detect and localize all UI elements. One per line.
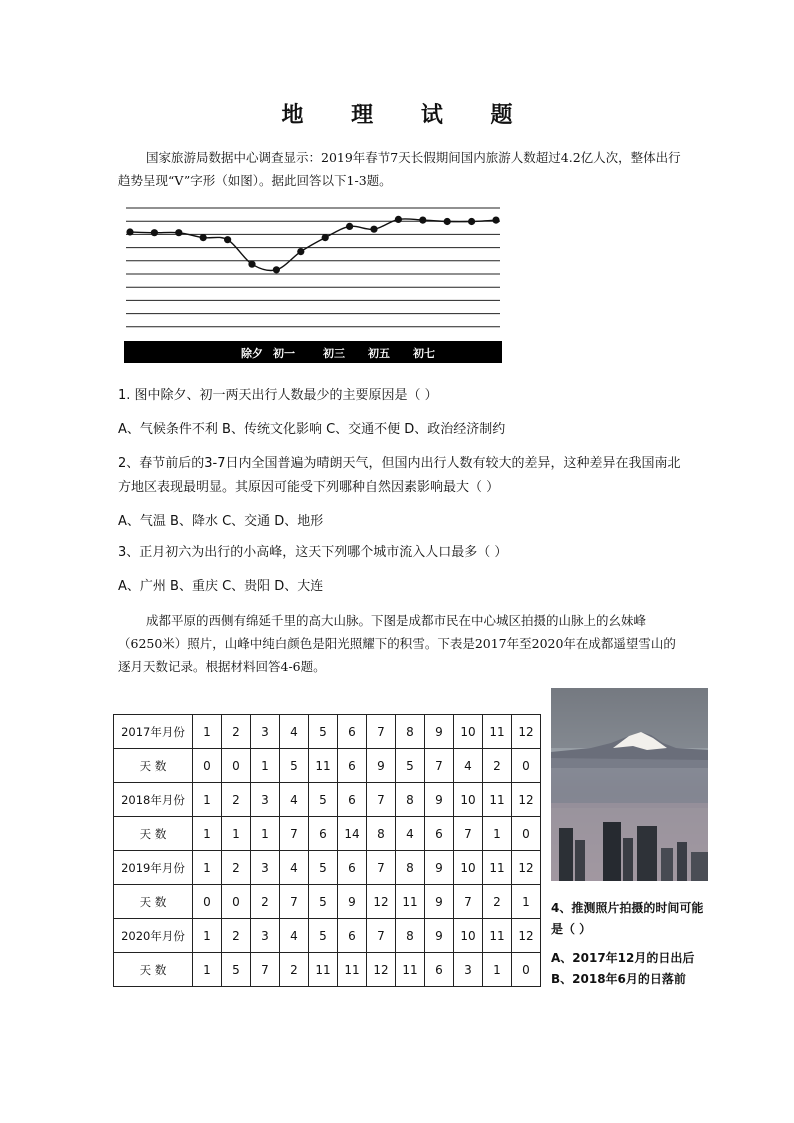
table-cell: 2 (483, 885, 512, 919)
table-row (114, 953, 541, 987)
question-stem: 1. 图中除夕、初一两天出行人数最少的主要原因是（ ） (118, 388, 438, 403)
table-cell: 1 (193, 851, 222, 885)
table-cell: 7 (367, 715, 396, 749)
table-row (114, 851, 541, 885)
data-point (297, 248, 304, 255)
travel-trend-chart (122, 200, 504, 366)
table-cell: 11 (338, 953, 367, 987)
table-cell: 1 (193, 953, 222, 987)
table-cell: 7 (454, 817, 483, 851)
table-cell: 0 (512, 953, 541, 987)
table-cell: 9 (425, 919, 454, 953)
x-tick-label: 除夕 (241, 347, 263, 360)
table-cell: 10 (454, 851, 483, 885)
data-point (175, 229, 182, 236)
row-label: 天 数 (114, 817, 193, 851)
table-cell: 2 (483, 749, 512, 783)
table-cell: 11 (309, 953, 338, 987)
table-cell: 0 (193, 749, 222, 783)
table-cell: 2 (280, 953, 309, 987)
table-cell: 11 (396, 885, 425, 919)
table-cell: 9 (425, 885, 454, 919)
question-1 (118, 384, 688, 442)
table-cell: 1 (193, 817, 222, 851)
question-stem: 2、春节前后的3-7日内全国普遍为晴朗天气，但国内出行人数有较大的差异，这种差异在我国南北方地区表现最明显。其原因可能受下列哪种自然因素影响最大（ ） (118, 456, 681, 495)
question-options: A、2017年12月的日出后 B、2018年6月的日落前 (551, 951, 695, 986)
table-cell: 4 (396, 817, 425, 851)
table-cell: 8 (396, 851, 425, 885)
x-tick-label: 初三 (323, 347, 345, 360)
table-cell: 7 (367, 919, 396, 953)
table-row (114, 817, 541, 851)
question-options: A、气候条件不利 B、传统文化影响 C、交通不便 D、政治经济制约 (118, 422, 506, 437)
table-cell: 2 (222, 919, 251, 953)
table-cell: 4 (280, 715, 309, 749)
question-3 (118, 541, 688, 599)
table-cell: 6 (338, 783, 367, 817)
axis-label-bar (124, 341, 502, 363)
table-cell: 10 (454, 715, 483, 749)
table-cell: 9 (425, 851, 454, 885)
row-label: 天 数 (114, 885, 193, 919)
data-point (126, 228, 133, 235)
table-cell: 1 (222, 817, 251, 851)
data-point (492, 217, 499, 224)
table-row (114, 885, 541, 919)
table-cell: 7 (367, 783, 396, 817)
data-point (346, 223, 353, 230)
table-cell: 6 (338, 715, 367, 749)
table-cell: 3 (251, 851, 280, 885)
row-label: 2019年月份 (114, 851, 193, 885)
question-options: A、气温 B、降水 C、交通 D、地形 (118, 514, 324, 529)
x-tick-label: 初七 (413, 347, 435, 360)
series-line (130, 219, 496, 271)
data-point (444, 218, 451, 225)
table-cell: 1 (512, 885, 541, 919)
table-cell: 10 (454, 783, 483, 817)
table-cell: 7 (367, 851, 396, 885)
table-cell: 5 (309, 919, 338, 953)
table-cell: 3 (251, 783, 280, 817)
table-cell: 5 (280, 749, 309, 783)
mountain-photo (551, 688, 708, 881)
table-cell: 6 (338, 851, 367, 885)
table-cell: 11 (396, 953, 425, 987)
data-point (151, 229, 158, 236)
table-cell: 6 (338, 749, 367, 783)
data-point (273, 266, 280, 273)
table-cell: 1 (251, 749, 280, 783)
table-row (114, 715, 541, 749)
table-cell: 0 (222, 885, 251, 919)
row-label: 2018年月份 (114, 783, 193, 817)
row-label: 2017年月份 (114, 715, 193, 749)
question-options: A、广州 B、重庆 C、贵阳 D、大连 (118, 579, 324, 594)
table-cell: 8 (396, 715, 425, 749)
title-char: 理 (351, 102, 374, 128)
question-stem: 3、正月初六为出行的小高峰，这天下列哪个城市流入人口最多（ ） (118, 545, 508, 560)
title-char: 地 (281, 102, 304, 128)
data-point (248, 261, 255, 268)
intro-text: 国家旅游局数据中心调查显示：2019年春节7天长假期间国内旅游人数超过4.2亿人次，整体出行趋势呈现“V”字形（如图）。据此回答以下1-3题。 (118, 150, 681, 188)
data-point (200, 234, 207, 241)
title-char: 试 (420, 102, 443, 128)
table-row (114, 749, 541, 783)
table-cell: 12 (512, 715, 541, 749)
table-row (114, 919, 541, 953)
table-cell: 11 (309, 749, 338, 783)
table-cell: 0 (512, 817, 541, 851)
table-cell: 5 (309, 783, 338, 817)
table-cell: 2 (222, 783, 251, 817)
table-cell: 6 (309, 817, 338, 851)
table-cell: 1 (483, 817, 512, 851)
table-cell: 4 (454, 749, 483, 783)
snow-mountain-days-table (113, 714, 541, 987)
table-cell: 6 (425, 953, 454, 987)
data-point (419, 217, 426, 224)
question-2 (118, 452, 688, 534)
table-cell: 1 (483, 953, 512, 987)
data-point (322, 234, 329, 241)
table-cell: 3 (251, 919, 280, 953)
table-cell: 9 (367, 749, 396, 783)
question-stem: 4、推测照片拍摄的时间可能是（ ） (551, 901, 704, 936)
table-cell: 0 (193, 885, 222, 919)
table-cell: 2 (222, 715, 251, 749)
table-cell: 11 (483, 783, 512, 817)
table-cell: 2 (222, 851, 251, 885)
table-cell: 4 (280, 919, 309, 953)
table-cell: 9 (338, 885, 367, 919)
table-cell: 2 (251, 885, 280, 919)
table-cell: 10 (454, 919, 483, 953)
table-cell: 3 (454, 953, 483, 987)
table-cell: 1 (251, 817, 280, 851)
table-cell: 12 (512, 851, 541, 885)
table-cell: 9 (425, 715, 454, 749)
table-cell: 12 (512, 919, 541, 953)
table-cell: 4 (280, 783, 309, 817)
table-cell: 5 (309, 715, 338, 749)
data-point (370, 226, 377, 233)
table-cell: 12 (367, 953, 396, 987)
table-cell: 0 (512, 749, 541, 783)
table-cell: 7 (454, 885, 483, 919)
table-cell: 5 (309, 851, 338, 885)
table-cell: 5 (396, 749, 425, 783)
table-cell: 4 (280, 851, 309, 885)
table-cell: 1 (193, 715, 222, 749)
table-cell: 1 (193, 919, 222, 953)
table-cell: 11 (483, 715, 512, 749)
data-point (468, 218, 475, 225)
data-point (395, 216, 402, 223)
table-cell: 11 (483, 919, 512, 953)
table-cell: 6 (425, 817, 454, 851)
row-label: 天 数 (114, 749, 193, 783)
table-cell: 5 (309, 885, 338, 919)
row-label: 2020年月份 (114, 919, 193, 953)
table-cell: 14 (338, 817, 367, 851)
table-cell: 0 (222, 749, 251, 783)
table-cell: 5 (222, 953, 251, 987)
table-cell: 7 (280, 885, 309, 919)
x-tick-label: 初五 (368, 347, 390, 360)
title-char: 题 (490, 102, 513, 128)
table-cell: 8 (396, 783, 425, 817)
data-point (224, 236, 231, 243)
question-4 (551, 898, 711, 990)
table-cell: 1 (193, 783, 222, 817)
table-cell: 12 (512, 783, 541, 817)
page-title (0, 98, 794, 129)
table-cell: 3 (251, 715, 280, 749)
table-cell: 6 (338, 919, 367, 953)
table-cell: 7 (251, 953, 280, 987)
x-tick-label: 初一 (273, 347, 295, 360)
table-cell: 11 (483, 851, 512, 885)
intro-text: 成都平原的西侧有绵延千里的高大山脉。下图是成都市民在中心城区拍摄的山脉上的幺妹峰（6250米）照片，山峰中纯白颜色是阳光照耀下的积雪。下表是2017年至2020年在成都遥望雪山的逐月天数记录。根据材料回答4-6题。 (118, 613, 676, 674)
table-cell: 8 (396, 919, 425, 953)
row-label: 天 数 (114, 953, 193, 987)
table-cell: 12 (367, 885, 396, 919)
table-cell: 9 (425, 783, 454, 817)
intro-paragraph-2 (118, 609, 688, 678)
intro-paragraph-1 (118, 146, 688, 192)
table-cell: 8 (367, 817, 396, 851)
table-cell: 7 (280, 817, 309, 851)
table-row (114, 783, 541, 817)
table-cell: 7 (425, 749, 454, 783)
